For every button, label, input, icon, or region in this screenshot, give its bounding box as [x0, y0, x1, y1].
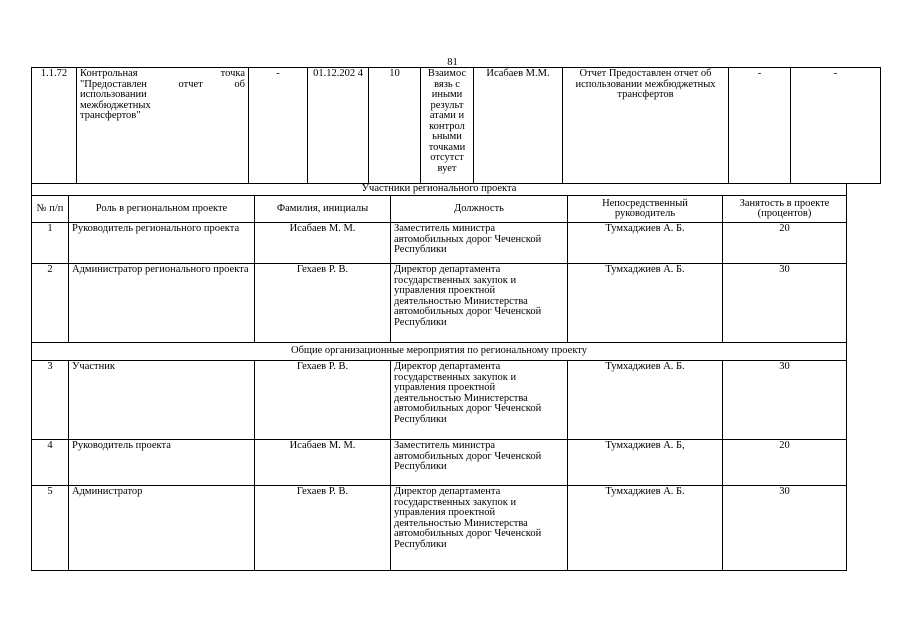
control-point-date: 01.12.202 4 [308, 68, 369, 184]
participants-table [31, 183, 847, 571]
row-position: Директор департамента государственных закупок и управления проектной деятельностью Министерства автомобильных дорог Чеченской Республики [391, 361, 568, 440]
row-role: Руководитель регионального проекта [69, 223, 255, 264]
table-row [32, 223, 847, 264]
header-supervisor: Непосредственный руководитель [568, 196, 723, 223]
row-num: 2 [32, 264, 69, 343]
control-point-name-first: Контрольная точка [80, 68, 245, 79]
control-point-table [31, 67, 881, 184]
row-employment: 30 [723, 361, 847, 440]
row-supervisor: Тумхаджиев А. Б, [568, 440, 723, 486]
row-num: 5 [32, 486, 69, 571]
row-supervisor: Тумхаджиев А. Б. [568, 361, 723, 440]
row-role: Администратор [69, 486, 255, 571]
section-general-title: Общие организационные мероприятия по региональному проекту [32, 343, 847, 361]
control-point-col11: - [791, 68, 881, 184]
row-num: 3 [32, 361, 69, 440]
row-num: 4 [32, 440, 69, 486]
section-general-row [32, 343, 847, 361]
row-name: Гехаев Р. В. [255, 361, 391, 440]
control-point-row [32, 68, 881, 184]
row-supervisor: Тумхаджиев А. Б. [568, 486, 723, 571]
row-role: Участник [69, 361, 255, 440]
row-position: Заместитель министра автомобильных дорог Чеченской Республики [391, 223, 568, 264]
section-participants-title: Участники регионального проекта [32, 184, 847, 196]
row-num: 1 [32, 223, 69, 264]
row-supervisor: Тумхаджиев А. Б. [568, 223, 723, 264]
control-point-number: 1.1.72 [32, 68, 77, 184]
control-point-document: Отчет Предоставлен отчет об использовании межбюджетных трансфертов [563, 68, 729, 184]
row-name: Исабаев М. М. [255, 440, 391, 486]
page-number: 81 [447, 57, 458, 68]
control-point-col10: - [729, 68, 791, 184]
header-num: № п/п [32, 196, 69, 223]
control-point-name [77, 68, 249, 184]
control-point-name-line: "Предоставлен отчет об [80, 78, 245, 90]
header-name: Фамилия, инициалы [255, 196, 391, 223]
header-position: Должность [391, 196, 568, 223]
control-point-name-line: использовании [80, 89, 147, 100]
row-position: Заместитель министра автомобильных дорог Чеченской Республики [391, 440, 568, 486]
row-name: Исабаев М. М. [255, 223, 391, 264]
control-point-name-line: межбюджетных [80, 99, 151, 111]
row-employment: 20 [723, 440, 847, 486]
row-employment: 30 [723, 486, 847, 571]
control-point-level: 10 [369, 68, 421, 184]
table-header-row [32, 196, 847, 223]
row-position: Директор департамента государственных закупок и управления проектной деятельностью Министерства автомобильных дорог Чеченской Республики [391, 486, 568, 571]
table-row [32, 440, 847, 486]
table-row [32, 361, 847, 440]
row-employment: 20 [723, 223, 847, 264]
control-point-col3: - [249, 68, 308, 184]
row-name: Гехаев Р. В. [255, 264, 391, 343]
table-row [32, 486, 847, 571]
row-role: Руководитель проекта [69, 440, 255, 486]
row-employment: 30 [723, 264, 847, 343]
header-employment: Занятость в проекте (процентов) [723, 196, 847, 223]
row-position: Директор департамента государственных закупок и управления проектной деятельностью Министерства автомобильных дорог Чеченской Республики [391, 264, 568, 343]
table-row [32, 264, 847, 343]
row-role: Администратор регионального проекта [69, 264, 255, 343]
control-point-responsible: Исабаев М.М. [474, 68, 563, 184]
section-participants-row [32, 184, 847, 196]
control-point-relation: Взаимос вязь с иными результ атами и контрол ьными точками отсутст вует [421, 68, 474, 184]
header-role: Роль в региональном проекте [69, 196, 255, 223]
row-name: Гехаев Р. В. [255, 486, 391, 571]
row-supervisor: Тумхаджиев А. Б. [568, 264, 723, 343]
control-point-name-line: трансфертов" [80, 110, 141, 121]
